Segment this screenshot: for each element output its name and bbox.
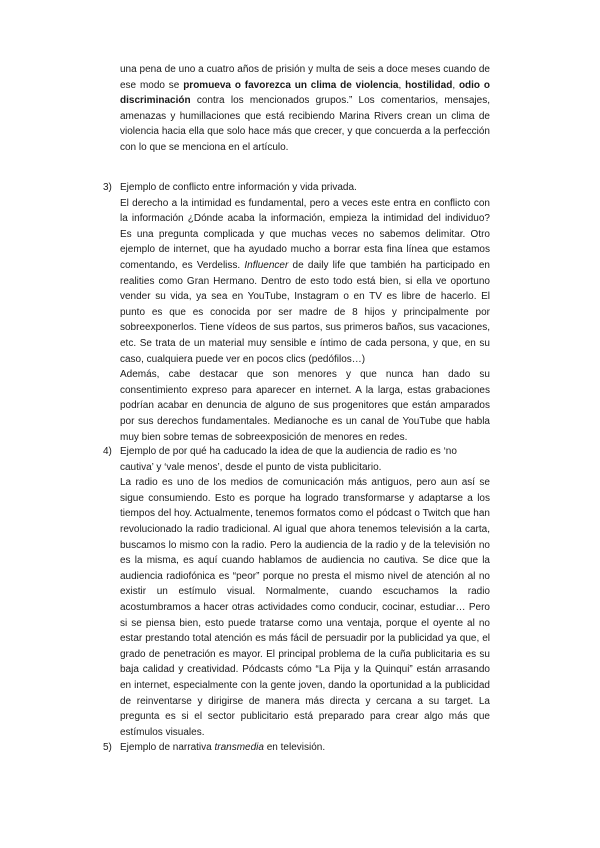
intro-paragraph: [120, 62, 490, 156]
item-body: [120, 196, 490, 368]
text: en televisión.: [263, 742, 326, 753]
text: una pena de uno a cuatro años de prisión y multa de seis a doce meses cuando de ese modo se: [120, 64, 490, 91]
text: ,: [398, 79, 406, 91]
item-body: La radio es uno de los medios de comunicación más antiguos, pero aun así se sigue consumiendo. Esto es porque ha logrado transformarse y adaptarse a los tiempos del hoy. Actualmente, tenemos formatos como el pódcast o Twitch que han revolucionado la radio tradicional. Al igual que ahora tenemos televisión a la carta, buscamos lo mismo con la radio. Pero la audiencia de la radio y de la televisión no es la misma, es aquí cuando hablamos de audiencia no cautiva. Se dice que la audiencia radiofónica es “peor” porque no presta el mismo nivel de atención al no existir un estímulo visual. Normalmente, cuando escuchamos la radio acostumbramos a hacer otras actividades como conducir, cocinar, estudiar… Pero si se piensa bien, esto puede tratarse como una ventaja, porque el oyente al no estar prestando total atención es más fácil de persuadir por la publicidad ya que, el grado de penetración es mayor. El principal problema de la cuña publicitaria es su baja calidad y creatividad. Pódcasts cómo “La Pija y la Quinqui” están arrasando en internet, especialmente con la gente joven, dando la oportunidad a la publicidad de reinventarse y dirigirse de manera más directa y cercana a su target. La pregunta es si el sector publicitario está preparado para crear algo más que estímulos visuales.: [120, 477, 490, 738]
list-item-3: [103, 180, 490, 445]
text: Ejemplo de narrativa: [120, 742, 215, 753]
bold-text: hostilidad: [405, 79, 453, 91]
item-heading: [120, 740, 490, 756]
item-number: 4): [103, 446, 112, 457]
bold-text: promueva o favorezca un clima de violencia: [183, 79, 399, 91]
text: ,: [452, 79, 459, 91]
bold-text: odio o discriminación: [120, 79, 490, 107]
item-heading: Ejemplo de conflicto entre información y vida privada.: [120, 182, 357, 193]
item-number: 5): [103, 742, 112, 753]
list-item-5: [103, 740, 490, 756]
item-body-2: Además, cabe destacar que son menores y que nunca han dado su consentimiento expreso para aparecer en internet. A la larga, estas grabaciones podrían acabar en denuncia de alguno de sus progenitores que están amparados por sus derechos fundamentales. Medianoche es un canal de YouTube que habla muy bien sobre temas de sobreexposición de menores en redes.: [120, 369, 490, 443]
list-item-4: [103, 444, 490, 740]
item-heading: Ejemplo de por qué ha caducado la idea de que la audiencia de radio es ‘no cautiva’ y ‘vale menos’, desde el punto de vista publicitario.: [120, 446, 457, 473]
italic-text: transmedia: [214, 742, 264, 753]
item-number: 3): [103, 182, 112, 193]
italic-text: Influencer: [244, 259, 289, 271]
text: de daily life que también ha participado en realities como Gran Hermano. Dentro de esto todo está bien, si ella ve oportuno vender su vida, ya sea en YouTube, Instagram o en TV es libre de hacerlo. El punto es que es conocida por ser madre de 8 hijos y principalmente por sobreexponerlos. Tiene vídeos de sus partos, sus primeros baños, sus vacaciones, etc. Se trata de un material muy sensible e íntimo de cada persona, y que, en su caso, cualquiera puede ver en pocos clics (pedófilos…): [120, 259, 490, 365]
text: contra los mencionados grupos.” Los comentarios, mensajes, amenazas y humillaciones que está recibiendo Marina Rivers crean un clima de violencia hacia ella que solo hace más que crecer, y que concuerda a la perfección con lo que se menciona en el artículo.: [120, 95, 490, 153]
text: El derecho a la intimidad es fundamental, pero a veces este entra en conflicto con la información ¿Dónde acaba la información, empieza la intimidad del individuo? Es una pregunta complicada y que muchas veces no sabemos delimitar. Otro ejemplo de internet, que ha ayudado mucho a borrar esta fina línea que estamos comentando, es Verdeliss.: [120, 197, 490, 271]
